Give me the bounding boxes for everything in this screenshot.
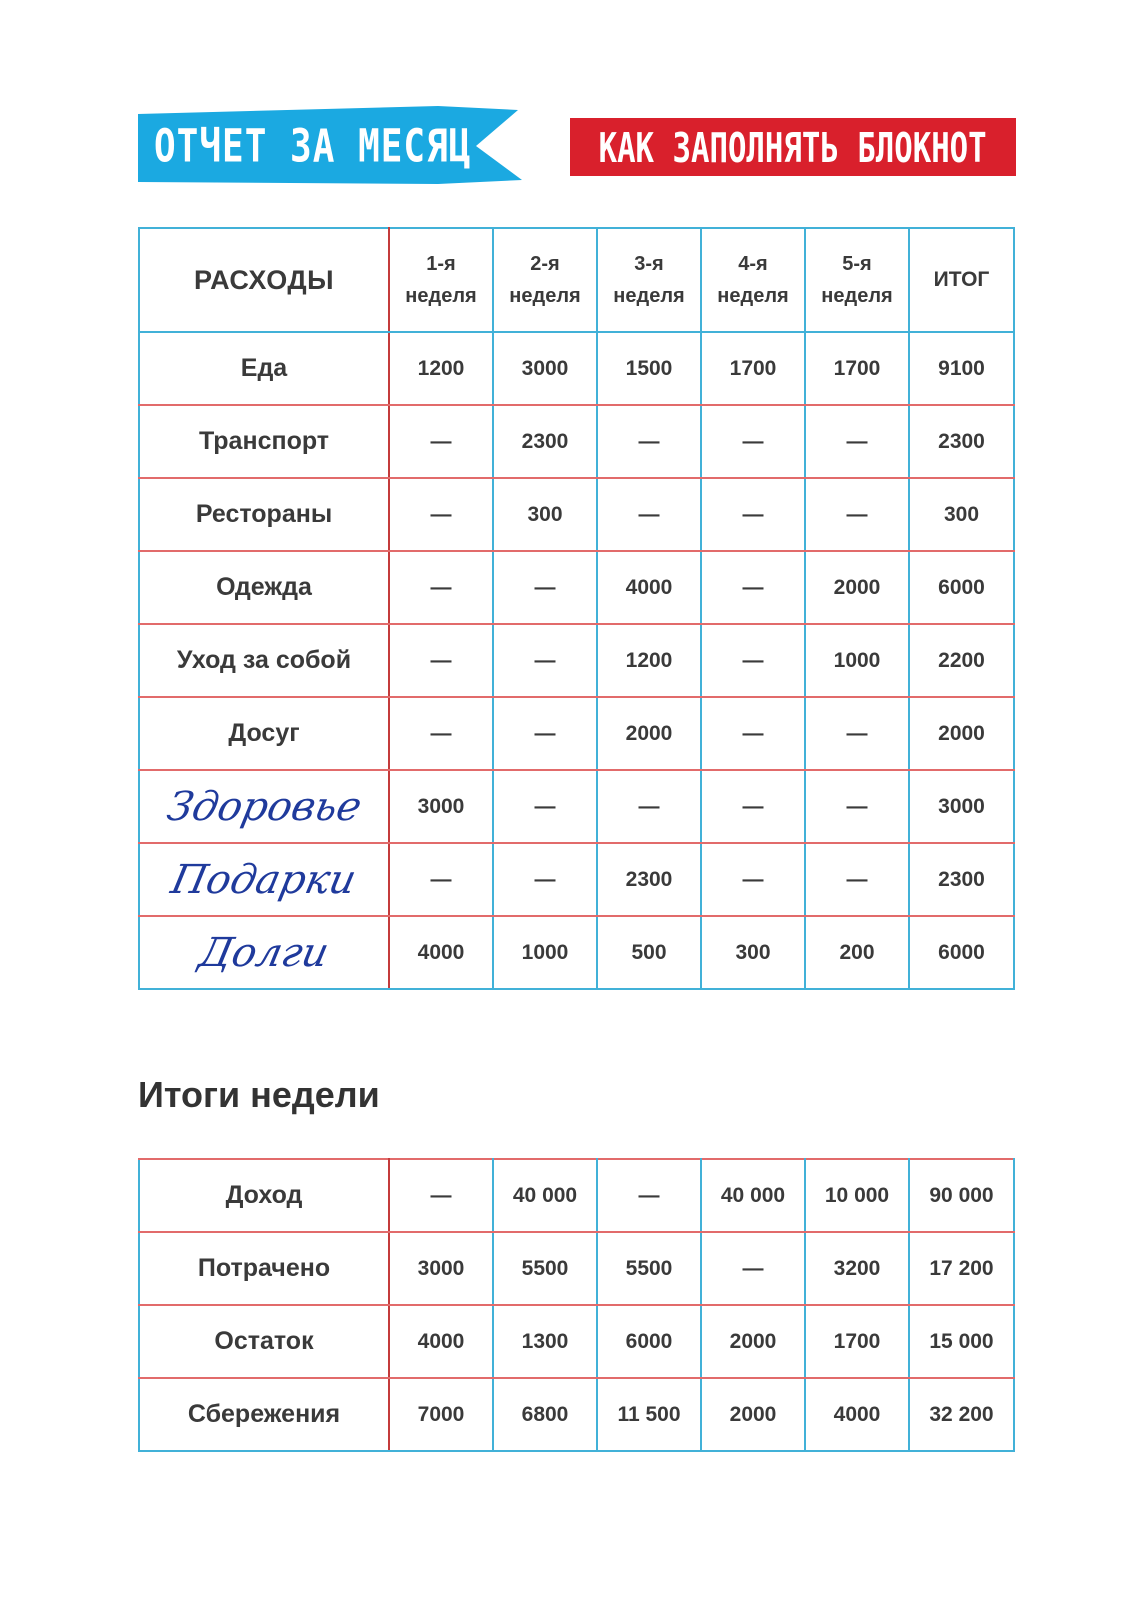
banner-title: КАК ЗАПОЛНЯТЬ БЛОКНОТ bbox=[598, 123, 988, 172]
week-value-cell: — bbox=[701, 843, 805, 916]
category-label: Потрачено bbox=[197, 1254, 331, 1282]
week-value-cell: — bbox=[389, 843, 493, 916]
table-row bbox=[139, 1305, 1014, 1378]
header-week-5 bbox=[805, 228, 909, 332]
week-value-cell: — bbox=[389, 551, 493, 624]
row-label-cell bbox=[139, 1159, 389, 1232]
week-value-cell: 1000 bbox=[493, 916, 597, 989]
row-label-cell bbox=[139, 551, 389, 624]
row-label-cell bbox=[139, 624, 389, 697]
week-value-cell: 6800 bbox=[493, 1378, 597, 1451]
week-number: 5-я bbox=[842, 253, 872, 275]
week-value-cell: — bbox=[389, 697, 493, 770]
header-week-4 bbox=[701, 228, 805, 332]
total-cell: 90 000 bbox=[909, 1159, 1014, 1232]
table-row bbox=[139, 916, 1014, 989]
week-value-cell: 3000 bbox=[389, 770, 493, 843]
week-value-cell: — bbox=[493, 843, 597, 916]
category-label: Транспорт bbox=[198, 427, 330, 455]
category-label: Одежда bbox=[216, 573, 312, 601]
week-value-cell: 4000 bbox=[389, 916, 493, 989]
week-value-cell: 200 bbox=[805, 916, 909, 989]
table-row bbox=[139, 1159, 1014, 1232]
table-row bbox=[139, 332, 1014, 405]
week-value-cell: 1700 bbox=[805, 332, 909, 405]
row-label-cell bbox=[139, 1305, 389, 1378]
week-word: неделя bbox=[821, 285, 893, 307]
row-label-cell bbox=[139, 697, 389, 770]
week-value-cell: — bbox=[701, 1232, 805, 1305]
header-week-2 bbox=[493, 228, 597, 332]
row-label-cell bbox=[139, 770, 389, 843]
week-value-cell: 1200 bbox=[389, 332, 493, 405]
total-cell: 17 200 bbox=[909, 1232, 1014, 1305]
week-word: неделя bbox=[509, 285, 581, 307]
total-cell: 300 bbox=[909, 478, 1014, 551]
row-label-cell bbox=[139, 916, 389, 989]
week-value-cell: 2300 bbox=[597, 843, 701, 916]
total-cell: 2200 bbox=[909, 624, 1014, 697]
expenses-header-row bbox=[139, 228, 1014, 332]
week-value-cell: — bbox=[701, 405, 805, 478]
week-value-cell: 1700 bbox=[701, 332, 805, 405]
week-value-cell: 300 bbox=[493, 478, 597, 551]
week-word: неделя bbox=[717, 285, 789, 307]
table-row bbox=[139, 770, 1014, 843]
week-value-cell: 1500 bbox=[597, 332, 701, 405]
week-value-cell: 2000 bbox=[805, 551, 909, 624]
total-cell: 6000 bbox=[909, 916, 1014, 989]
week-value-cell: 1200 bbox=[597, 624, 701, 697]
week-value-cell: 6000 bbox=[597, 1305, 701, 1378]
week-value-cell: — bbox=[493, 770, 597, 843]
week-value-cell: 4000 bbox=[805, 1378, 909, 1451]
week-value-cell: 3000 bbox=[493, 332, 597, 405]
week-number: 2-я bbox=[530, 253, 560, 275]
week-value-cell: — bbox=[389, 624, 493, 697]
week-value-cell: 4000 bbox=[597, 551, 701, 624]
category-label: Уход за собой bbox=[176, 646, 352, 674]
week-value-cell: 3000 bbox=[389, 1232, 493, 1305]
category-label: Досуг bbox=[228, 719, 300, 747]
ribbon-title: ОТЧЕТ ЗА МЕСЯЦ bbox=[154, 121, 472, 173]
row-label-cell bbox=[139, 478, 389, 551]
table-row bbox=[139, 551, 1014, 624]
total-cell: 2000 bbox=[909, 697, 1014, 770]
week-value-cell: — bbox=[389, 478, 493, 551]
week-value-cell: 2000 bbox=[597, 697, 701, 770]
category-label: Доход bbox=[225, 1181, 303, 1209]
week-value-cell: 300 bbox=[701, 916, 805, 989]
week-value-cell: — bbox=[805, 697, 909, 770]
month-report-ribbon bbox=[138, 106, 522, 184]
handwritten-category-label: Долги bbox=[195, 929, 333, 976]
week-value-cell: — bbox=[493, 624, 597, 697]
week-value-cell: 2000 bbox=[701, 1378, 805, 1451]
category-label: Сбережения bbox=[187, 1400, 341, 1428]
week-value-cell: — bbox=[389, 405, 493, 478]
week-value-cell: 3200 bbox=[805, 1232, 909, 1305]
week-value-cell: 1700 bbox=[805, 1305, 909, 1378]
week-value-cell: 5500 bbox=[597, 1232, 701, 1305]
weekly-summary-table bbox=[138, 1158, 1015, 1452]
handwritten-category-label: Здоровье bbox=[162, 783, 366, 830]
week-value-cell: — bbox=[493, 551, 597, 624]
week-value-cell: — bbox=[701, 697, 805, 770]
category-label: Остаток bbox=[214, 1327, 314, 1355]
week-number: 3-я bbox=[634, 253, 664, 275]
category-label: Еда bbox=[240, 354, 288, 382]
week-value-cell: — bbox=[805, 405, 909, 478]
category-label: Рестораны bbox=[195, 500, 333, 528]
total-cell: 32 200 bbox=[909, 1378, 1014, 1451]
week-value-cell: 7000 bbox=[389, 1378, 493, 1451]
row-label-cell bbox=[139, 1232, 389, 1305]
row-label-cell bbox=[139, 332, 389, 405]
total-cell: 2300 bbox=[909, 405, 1014, 478]
week-word: неделя bbox=[405, 285, 477, 307]
week-value-cell: 40 000 bbox=[493, 1159, 597, 1232]
row-label-cell bbox=[139, 405, 389, 478]
week-value-cell: 2000 bbox=[701, 1305, 805, 1378]
week-number: 1-я bbox=[426, 253, 456, 275]
week-value-cell: — bbox=[701, 770, 805, 843]
header-week-1 bbox=[389, 228, 493, 332]
week-value-cell: — bbox=[597, 478, 701, 551]
week-value-cell: — bbox=[701, 551, 805, 624]
week-value-cell: 10 000 bbox=[805, 1159, 909, 1232]
week-value-cell: 11 500 bbox=[597, 1378, 701, 1451]
week-value-cell: — bbox=[597, 405, 701, 478]
table-row bbox=[139, 478, 1014, 551]
week-value-cell: 40 000 bbox=[701, 1159, 805, 1232]
week-value-cell: 1300 bbox=[493, 1305, 597, 1378]
total-cell: 2300 bbox=[909, 843, 1014, 916]
week-value-cell: 500 bbox=[597, 916, 701, 989]
week-value-cell: 4000 bbox=[389, 1305, 493, 1378]
total-cell: 15 000 bbox=[909, 1305, 1014, 1378]
week-number: 4-я bbox=[738, 253, 768, 275]
table-row bbox=[139, 843, 1014, 916]
total-cell: 6000 bbox=[909, 551, 1014, 624]
week-word: неделя bbox=[613, 285, 685, 307]
weekly-summary-title: Итоги недели bbox=[138, 1074, 380, 1115]
table-row bbox=[139, 405, 1014, 478]
header-week-3 bbox=[597, 228, 701, 332]
week-value-cell: — bbox=[701, 478, 805, 551]
week-value-cell: — bbox=[805, 770, 909, 843]
table-row bbox=[139, 1378, 1014, 1451]
total-cell: 3000 bbox=[909, 770, 1014, 843]
header-category: РАСХОДЫ bbox=[139, 228, 389, 332]
week-value-cell: — bbox=[597, 770, 701, 843]
expenses-table bbox=[138, 227, 1015, 990]
week-value-cell: 1000 bbox=[805, 624, 909, 697]
row-label-cell bbox=[139, 1378, 389, 1451]
week-value-cell: — bbox=[805, 843, 909, 916]
week-value-cell: — bbox=[597, 1159, 701, 1232]
table-row bbox=[139, 1232, 1014, 1305]
week-value-cell: — bbox=[805, 478, 909, 551]
table-row bbox=[139, 624, 1014, 697]
handwritten-category-label: Подарки bbox=[167, 856, 361, 903]
total-cell: 9100 bbox=[909, 332, 1014, 405]
week-value-cell: — bbox=[493, 697, 597, 770]
header-total: ИТОГ bbox=[909, 228, 1014, 332]
week-value-cell: — bbox=[389, 1159, 493, 1232]
table-row bbox=[139, 697, 1014, 770]
how-to-fill-banner bbox=[570, 118, 1016, 176]
week-value-cell: — bbox=[701, 624, 805, 697]
week-value-cell: 5500 bbox=[493, 1232, 597, 1305]
row-label-cell bbox=[139, 843, 389, 916]
week-value-cell: 2300 bbox=[493, 405, 597, 478]
